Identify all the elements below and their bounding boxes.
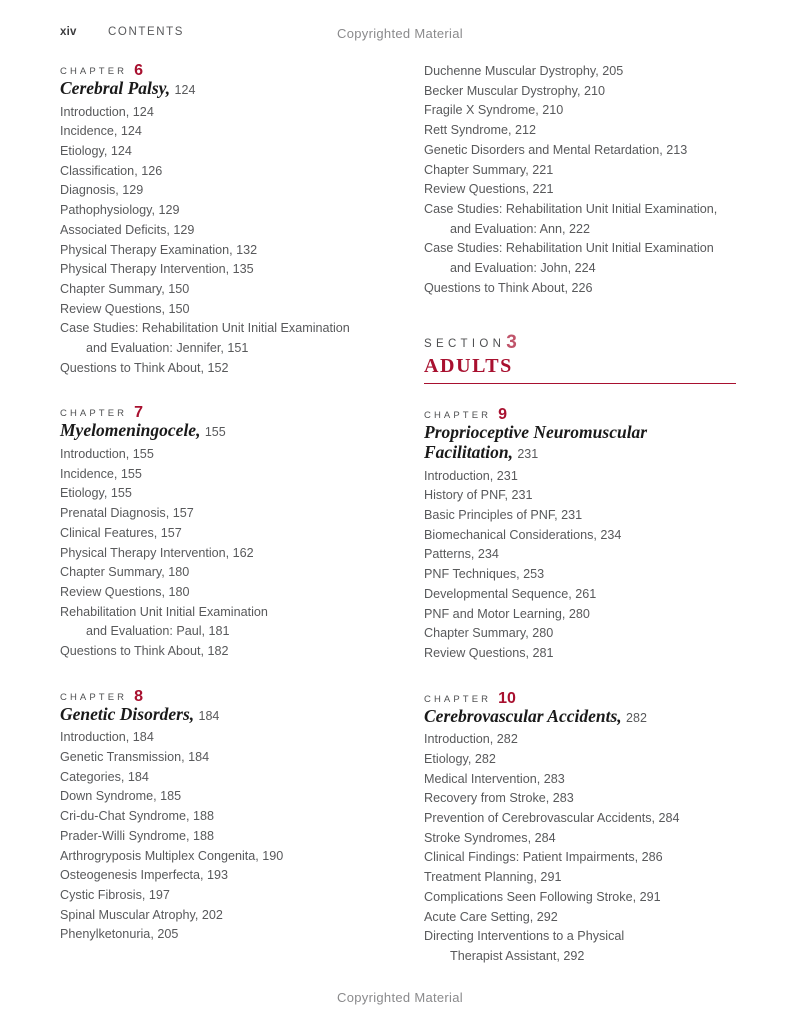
contents-entry-text: Phenylketonuria, 205 bbox=[60, 927, 179, 942]
contents-entry[interactable] bbox=[60, 221, 372, 241]
contents-entry-continuation: and Evaluation: John, 224 bbox=[450, 261, 596, 276]
contents-entry-text: Developmental Sequence, 261 bbox=[424, 586, 597, 601]
contents-entry-text: Chapter Summary, 150 bbox=[60, 281, 190, 296]
right-column bbox=[424, 62, 736, 993]
contents-entry-text: Medical Intervention, 283 bbox=[424, 771, 565, 786]
contents-entry-text: Rehabilitation Unit Initial Examination bbox=[60, 604, 268, 619]
contents-entry[interactable] bbox=[60, 925, 372, 945]
contents-entry[interactable] bbox=[424, 927, 736, 966]
contents-entry-text: Questions to Think About, 226 bbox=[424, 280, 593, 295]
contents-entry[interactable] bbox=[60, 787, 372, 807]
contents-entry-text: Basic Principles of PNF, 231 bbox=[424, 508, 583, 523]
contents-entry[interactable] bbox=[424, 239, 736, 278]
contents-entry-text: PNF Techniques, 253 bbox=[424, 567, 545, 582]
contents-entry-text: Incidence, 124 bbox=[60, 124, 142, 139]
contents-entry[interactable] bbox=[424, 644, 736, 664]
contents-entry[interactable] bbox=[424, 770, 736, 790]
contents-entry-text: Classification, 126 bbox=[60, 163, 163, 178]
contents-entry-text: Treatment Planning, 291 bbox=[424, 870, 562, 885]
chapter-block bbox=[60, 404, 372, 661]
contents-entry[interactable] bbox=[424, 789, 736, 809]
contents-entry[interactable] bbox=[60, 359, 372, 379]
contents-entry[interactable] bbox=[60, 181, 372, 201]
chapter-word-label: CHAPTER bbox=[424, 693, 492, 705]
contents-entry[interactable] bbox=[424, 526, 736, 546]
contents-entry[interactable] bbox=[424, 279, 736, 299]
contents-entry[interactable] bbox=[424, 624, 736, 644]
contents-entry-text: Questions to Think About, 152 bbox=[60, 360, 229, 375]
contents-entry-text: Chapter Summary, 180 bbox=[60, 565, 190, 580]
section-label-row bbox=[424, 332, 736, 354]
left-column bbox=[60, 62, 372, 993]
contents-entry[interactable] bbox=[424, 565, 736, 585]
contents-entry[interactable] bbox=[60, 445, 372, 465]
contents-entry-list bbox=[60, 445, 372, 662]
chapter-title[interactable] bbox=[60, 705, 372, 725]
contents-entry[interactable] bbox=[60, 583, 372, 603]
contents-entry-text: Associated Deficits, 129 bbox=[60, 222, 195, 237]
contents-entry-text: Cystic Fibrosis, 197 bbox=[60, 887, 170, 902]
chapter-label-row bbox=[424, 690, 736, 706]
chapter-title-text: Cerebrovascular Accidents, bbox=[424, 705, 622, 726]
contents-entry[interactable] bbox=[60, 563, 372, 583]
chapter-number: 6 bbox=[134, 62, 144, 79]
contents-entry-text: Chapter Summary, 280 bbox=[424, 626, 554, 641]
contents-entry-text: Arthrogryposis Multiplex Congenita, 190 bbox=[60, 848, 284, 863]
chapter-block bbox=[424, 690, 736, 967]
chapter-number: 9 bbox=[498, 406, 508, 424]
chapter-block bbox=[60, 688, 372, 945]
contents-entry[interactable] bbox=[60, 300, 372, 320]
chapter-label-row bbox=[60, 404, 372, 420]
contents-entry-text: Cri-du-Chat Syndrome, 188 bbox=[60, 809, 214, 824]
contents-entry-text: Physical Therapy Examination, 132 bbox=[60, 242, 258, 257]
contents-entry[interactable] bbox=[424, 486, 736, 506]
chapter-title[interactable] bbox=[424, 423, 736, 462]
chapter-page-number: 184 bbox=[198, 708, 220, 723]
copyright-watermark-top: Copyrighted Material bbox=[337, 26, 463, 41]
contents-entry-text: Etiology, 282 bbox=[424, 751, 496, 766]
contents-entry[interactable] bbox=[60, 319, 372, 358]
contents-entry-continuation: and Evaluation: Paul, 181 bbox=[86, 624, 230, 639]
contents-entry-text: History of PNF, 231 bbox=[424, 488, 533, 503]
contents-entry-text: Questions to Think About, 182 bbox=[60, 644, 229, 659]
contents-entry[interactable] bbox=[424, 809, 736, 829]
chapter-page-number: 124 bbox=[174, 83, 196, 97]
contents-entry[interactable] bbox=[60, 728, 372, 748]
contents-entry-text: Pathophysiology, 129 bbox=[60, 203, 180, 218]
contents-entry[interactable] bbox=[424, 82, 736, 102]
contents-entry-text: Case Studies: Rehabilitation Unit Initial Examination, bbox=[424, 201, 718, 216]
contents-entry-text: Rett Syndrome, 212 bbox=[424, 123, 537, 138]
contents-entry[interactable] bbox=[60, 162, 372, 182]
section-title[interactable]: ADULTS bbox=[424, 355, 736, 384]
contents-entry-text: Chapter Summary, 221 bbox=[424, 162, 554, 177]
contents-entry-text: Etiology, 124 bbox=[60, 144, 132, 158]
chapter-title[interactable] bbox=[60, 421, 372, 441]
contents-entry[interactable] bbox=[424, 585, 736, 605]
contents-entry-text: Recovery from Stroke, 283 bbox=[424, 791, 574, 806]
chapter-label-row bbox=[424, 406, 736, 422]
contents-entry[interactable] bbox=[60, 847, 372, 867]
contents-entry-text: Review Questions, 180 bbox=[60, 584, 190, 599]
contents-entry[interactable] bbox=[60, 241, 372, 261]
chapter-label-row bbox=[60, 62, 372, 78]
contents-entry[interactable] bbox=[60, 484, 372, 504]
contents-entry[interactable] bbox=[60, 642, 372, 662]
running-title: CONTENTS bbox=[108, 26, 185, 38]
contents-entry[interactable] bbox=[60, 768, 372, 788]
contents-entry[interactable] bbox=[60, 201, 372, 221]
contents-entry[interactable] bbox=[424, 467, 736, 487]
chapter-number: 10 bbox=[498, 689, 516, 707]
chapter-page-number: 231 bbox=[517, 447, 539, 462]
contents-entry-text: Categories, 184 bbox=[60, 769, 149, 784]
chapter-label-row bbox=[60, 688, 372, 704]
contents-entry-text: Patterns, 234 bbox=[424, 547, 499, 562]
contents-entry[interactable] bbox=[60, 603, 372, 642]
contents-entry[interactable] bbox=[60, 103, 372, 123]
chapter-number: 7 bbox=[134, 404, 144, 422]
contents-entry-text: Diagnosis, 129 bbox=[60, 183, 144, 198]
copyright-watermark-bottom: Copyrighted Material bbox=[337, 990, 463, 1005]
contents-entry[interactable] bbox=[60, 748, 372, 768]
contents-entry-text: Genetic Disorders and Mental Retardation, 213 bbox=[424, 142, 688, 157]
contents-entry-text: Introduction, 184 bbox=[60, 730, 154, 745]
contents-entry[interactable] bbox=[424, 730, 736, 750]
chapter-title-text: Cerebral Palsy, bbox=[60, 78, 171, 98]
contents-entry[interactable] bbox=[424, 888, 736, 908]
contents-entry-list bbox=[60, 728, 372, 945]
contents-entry-text: Physical Therapy Intervention, 135 bbox=[60, 262, 254, 277]
contents-entry-text: Down Syndrome, 185 bbox=[60, 789, 182, 804]
contents-entry[interactable] bbox=[424, 101, 736, 121]
contents-entry-text: Incidence, 155 bbox=[60, 466, 142, 481]
contents-entry-text: Directing Interventions to a Physical bbox=[424, 929, 625, 944]
contents-entry-text: Duchenne Muscular Dystrophy, 205 bbox=[424, 64, 624, 78]
chapter-block bbox=[424, 406, 736, 663]
contents-entry-continuation: Therapist Assistant, 292 bbox=[450, 948, 585, 963]
contents-entry-text: Acute Care Setting, 292 bbox=[424, 909, 558, 924]
contents-entry[interactable] bbox=[424, 506, 736, 526]
contents-entry-text: Prenatal Diagnosis, 157 bbox=[60, 506, 194, 521]
chapter-page-number: 155 bbox=[204, 425, 226, 440]
contents-entry-text: Review Questions, 281 bbox=[424, 645, 554, 660]
chapter-title[interactable] bbox=[424, 707, 736, 727]
section-number: 3 bbox=[506, 332, 517, 354]
contents-entry-text: Etiology, 155 bbox=[60, 486, 132, 501]
contents-entry-text: Genetic Transmission, 184 bbox=[60, 750, 210, 765]
contents-entry[interactable] bbox=[424, 605, 736, 625]
contents-entry[interactable] bbox=[424, 62, 736, 82]
contents-entry[interactable] bbox=[424, 161, 736, 181]
contents-entry[interactable] bbox=[60, 122, 372, 142]
contents-entry-text: Prader-Willi Syndrome, 188 bbox=[60, 828, 214, 843]
contents-entry[interactable] bbox=[60, 465, 372, 485]
contents-entry-text: Prevention of Cerebrovascular Accidents, 284 bbox=[424, 811, 680, 826]
chapter-word-label: CHAPTER bbox=[60, 408, 128, 420]
contents-entry[interactable] bbox=[424, 545, 736, 565]
contents-entry-text: Biomechanical Considerations, 234 bbox=[424, 527, 622, 542]
contents-entry-list bbox=[424, 730, 736, 966]
contents-entry-continuation: and Evaluation: Jennifer, 151 bbox=[86, 341, 249, 356]
contents-entry-list bbox=[60, 103, 372, 379]
contents-entry[interactable] bbox=[424, 868, 736, 888]
contents-entry-text: Complications Seen Following Stroke, 291 bbox=[424, 889, 661, 904]
contents-entry[interactable] bbox=[60, 886, 372, 906]
contents-entry-text: Introduction, 124 bbox=[60, 104, 154, 119]
chapter-title-text: Myelomeningocele, bbox=[60, 420, 201, 441]
contents-entry[interactable] bbox=[60, 504, 372, 524]
contents-entry-text: Review Questions, 150 bbox=[60, 301, 190, 316]
section-block bbox=[424, 332, 736, 384]
contents-entry[interactable] bbox=[424, 121, 736, 141]
contents-entry[interactable] bbox=[424, 750, 736, 770]
contents-entry[interactable] bbox=[424, 908, 736, 928]
contents-entry[interactable] bbox=[424, 829, 736, 849]
chapter-word-label: CHAPTER bbox=[424, 410, 492, 422]
contents-entry[interactable] bbox=[424, 200, 736, 239]
page-folio: xiv bbox=[60, 26, 77, 38]
contents-entry-text: Osteogenesis Imperfecta, 193 bbox=[60, 868, 229, 883]
contents-entry[interactable] bbox=[60, 260, 372, 280]
chapter-title[interactable] bbox=[60, 79, 372, 99]
chapter-title-text: Genetic Disorders, bbox=[60, 703, 195, 724]
contents-entry[interactable] bbox=[60, 142, 372, 162]
running-head bbox=[60, 26, 740, 46]
contents-entry-text: Physical Therapy Intervention, 162 bbox=[60, 545, 254, 560]
chapter-number: 8 bbox=[134, 687, 144, 705]
contents-entry-text: Case Studies: Rehabilitation Unit Initial Examination bbox=[424, 241, 714, 256]
contents-entry[interactable] bbox=[60, 866, 372, 886]
section-word-label: SECTION bbox=[424, 338, 506, 351]
chapter-page-number: 282 bbox=[626, 710, 647, 725]
contents-entry[interactable] bbox=[60, 906, 372, 926]
contents-entry[interactable] bbox=[424, 180, 736, 200]
contents-entry-text: Clinical Features, 157 bbox=[60, 525, 182, 540]
contents-entry[interactable] bbox=[60, 524, 372, 544]
contents-entry-text: Review Questions, 221 bbox=[424, 182, 554, 197]
contents-entry-text: Introduction, 231 bbox=[424, 468, 518, 483]
chapter-title-text: Proprioceptive Neuromuscular Facilitation, bbox=[424, 422, 648, 463]
chapter-word-label: CHAPTER bbox=[60, 691, 128, 703]
chapter-word-label: CHAPTER bbox=[60, 66, 128, 77]
contents-entry[interactable] bbox=[60, 827, 372, 847]
contents-entry[interactable] bbox=[60, 280, 372, 300]
chapter-block bbox=[60, 62, 372, 378]
contents-entry-text: Clinical Findings: Patient Impairments, 286 bbox=[424, 850, 663, 865]
contents-entry[interactable] bbox=[60, 544, 372, 564]
contents-entry-continuation: and Evaluation: Ann, 222 bbox=[450, 221, 591, 236]
contents-entry-list bbox=[424, 467, 736, 664]
contents-entry-text: Spinal Muscular Atrophy, 202 bbox=[60, 907, 223, 922]
contents-entry[interactable] bbox=[424, 848, 736, 868]
contents-entry-list bbox=[424, 62, 736, 298]
contents-entry[interactable] bbox=[60, 807, 372, 827]
contents-entry-text: Introduction, 282 bbox=[424, 732, 518, 747]
contents-entry-text: Becker Muscular Dystrophy, 210 bbox=[424, 83, 606, 98]
contents-columns bbox=[60, 62, 736, 993]
contents-entry-text: Fragile X Syndrome, 210 bbox=[424, 103, 564, 118]
contents-entry-text: PNF and Motor Learning, 280 bbox=[424, 606, 590, 621]
contents-entry-text: Stroke Syndromes, 284 bbox=[424, 830, 556, 845]
contents-entry-text: Introduction, 155 bbox=[60, 447, 154, 462]
contents-entry[interactable] bbox=[424, 141, 736, 161]
contents-entry-text: Case Studies: Rehabilitation Unit Initial Examination bbox=[60, 321, 350, 336]
